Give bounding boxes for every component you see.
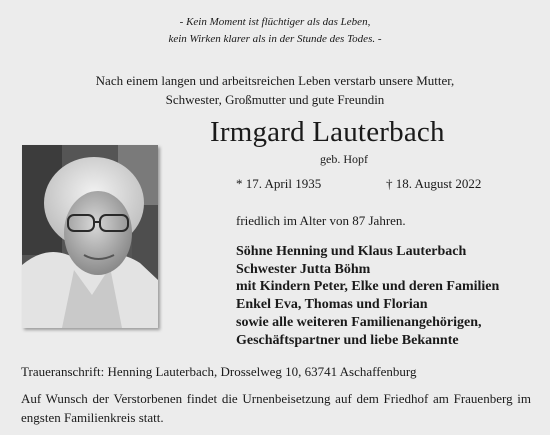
deceased-name: Irmgard Lauterbach <box>210 116 445 148</box>
intro-line-1: Nach einem langen und arbeitsreichen Leben verstarb unsere Mutter, <box>95 73 455 88</box>
life-dates <box>236 176 482 192</box>
death-date: † 18. August 2022 <box>386 176 482 191</box>
age-note: friedlich im Alter von 87 Jahren. <box>236 213 406 228</box>
mourners-list <box>236 243 499 349</box>
mourner-line: Schwester Jutta Böhm <box>236 261 371 277</box>
portrait-illustration <box>22 145 158 328</box>
birth-date: * 17. April 1935 <box>236 176 322 191</box>
intro-text <box>0 71 550 109</box>
motto-line-2: kein Wirken klarer als in der Stunde des Todes. - <box>168 33 382 45</box>
portrait-photo <box>22 145 158 328</box>
mourner-line: sowie alle weiteren Familienangehörigen, <box>236 314 482 330</box>
mourner-line: Söhne Henning und Klaus Lauterbach <box>236 244 467 259</box>
burial-notice: Auf Wunsch der Verstorbenen findet die Urnenbeisetzung auf dem Friedhof am Frauenberg im engsten Familienkreis statt. <box>21 391 531 425</box>
mourner-line: mit Kindern Peter, Elke und deren Familien <box>236 279 500 295</box>
motto-line-1: - Kein Moment ist flüchtiger als das Leben, <box>179 16 371 28</box>
intro-line-2: Schwester, Großmutter und gute Freundin <box>165 92 385 107</box>
motto-quote <box>0 14 550 48</box>
mourner-line: Enkel Eva, Thomas und Florian <box>236 297 428 313</box>
maiden-name: geb. Hopf <box>320 152 368 166</box>
mourner-line: Geschäftspartner und liebe Bekannte <box>236 332 459 348</box>
mourning-address: Traueranschrift: Henning Lauterbach, Drosselweg 10, 63741 Aschaffenburg <box>21 364 417 379</box>
